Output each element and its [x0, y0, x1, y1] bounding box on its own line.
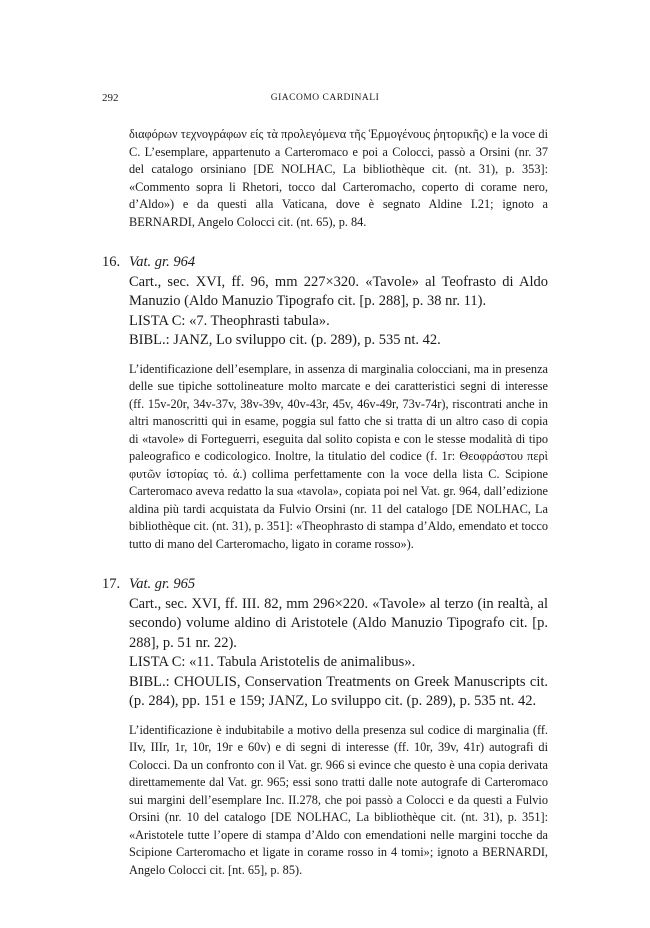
entry-number: 16. — [102, 254, 121, 270]
entry-lista: LISTA C: «7. Theophrasti tabula». — [129, 312, 330, 329]
entry-description: Cart., sec. XVI, ff. 96, mm 227×320. «Tavole» al Teofrasto di Aldo Manuzio (Aldo Manuzio Tipografo cit. [p. 288], p. 38 nr. 11). — [129, 273, 548, 309]
page-number: 292 — [102, 92, 119, 104]
entry-lista: LISTA C: «11. Tabula Aristotelis de animalibus». — [129, 654, 416, 670]
entry-bibliography: BIBL.: CHOULIS, Conservation Treatments on Greek Manuscripts cit. (p. 284), pp. 151 e 159; JANZ, Lo sviluppo cit. (p. 289), p. 535 nt. 42. — [129, 673, 548, 709]
entry-heading — [102, 253, 548, 351]
catalog-entry-16 — [102, 253, 548, 553]
entry-shelfmark: Vat. gr. 965 — [129, 576, 196, 592]
catalog-entry-17 — [102, 575, 548, 879]
entry-number: 17. — [102, 576, 121, 592]
entry-shelfmark: Vat. gr. 964 — [129, 254, 196, 270]
entry-note: L’identificazione dell’esemplare, in assenza di marginalia colocciani, ma in presenza delle sue tipiche sottolineature molto marcate e dei caratteristici segni di interesse (ff. 15v-20r, 34v-37v, 38v-39v, 40v-43r, 45v, 46v-49r, 73v-74r), riscontrati anche in altri manoscritti qui in esame, poggia sul fatto che si tratta di un altro caso di copia di «tavole» di Forteguerri, eseguita dal solito copista e con le stesse modalità di tipo paleografico e codicologico. Inoltre, la titulatio del codice (f. 1r: Θεοφράστου περὶ φυτῶν ἱστορίας τό. ά.) collima perfettamente con la voce della lista C. Scipione Carteromaco aveva redatto la sua «tavola», copiata poi nel Vat. gr. 964, dall’edizione aldina più tardi acquistata da Fulvio Orsini (nr. 11 del catalogo [DE NOLHAC, La bibliothèque cit. (nt. 31), p. 351]: «Theophrasto di stampa d’Aldo, emendato et tocco tutto di mano del Carteromacho, ligato in corame rosso»). — [129, 361, 548, 551]
entry-note: L’identificazione è indubitabile a motivo della presenza sul codice di marginalia (ff. IIv, IIIr, 1r, 10r, 19r e 60v) e di segni di interesse (ff. 10r, 39v, 41r) autografi di Colocci. Da un confronto con il Vat. gr. 966 si evince che questo è una copia derivata direttamemente dal Vat. gr. 965; essi sono tratti dalle note autografe di Carteromaco sui margini dell’esemplare Inc. II.278, che poi passò a Colocci e da questi a Fulvio Orsini (nr. 10 del catalogo [DE NOLHAC, La bibliothèque cit. (nt. 31), p. 351]: «Aristotele tutte l’opere di stampa d’Aldo con emendationi nelle margini tocche da Scipione Carteromacho et ligate in corame rosso in 4 tomi»; ignoto a BERNARDI, Angelo Colocci cit. [nt. 65], p. 85). — [129, 722, 548, 877]
running-title: GIACOMO CARDINALI — [270, 93, 380, 103]
entry-bibliography: BIBL.: JANZ, Lo sviluppo cit. (p. 289), p. 535 nt. 42. — [129, 332, 441, 348]
intro-paragraph: διαφόρων τεχνογράφων είς τὰ προλεγόμενα τῆς Ἑρμογένους ῥητορικῆς) e la voce di C. L’esemplare, appartenuto a Carteromaco e poi a Colocci, passò a Orsini (nr. 37 del catalogo orsiniano [DE NOLHAC, La bibliothèque cit. (nt. 31), p. 353]: «Commento sopra li Rhetori, tocco dal Carteromacho, coperto di corame nero, d’Aldo») e da questi alla Vaticana, dove è segnato Aldine I.21; ignoto a BERNARDI, Angelo Colocci cit. (nt. 65), p. 84. — [129, 127, 548, 229]
entry-description: Cart., sec. XVI, ff. III. 82, mm 296×220. «Tavole» al terzo (in realtà, al secondo) volume aldino di Aristotele (Aldo Manuzio Tipografo cit. [p. 288], p. 51 nr. 22). — [129, 595, 548, 651]
entry-heading — [102, 575, 548, 712]
page-body — [102, 126, 548, 879]
page-header — [102, 92, 548, 106]
